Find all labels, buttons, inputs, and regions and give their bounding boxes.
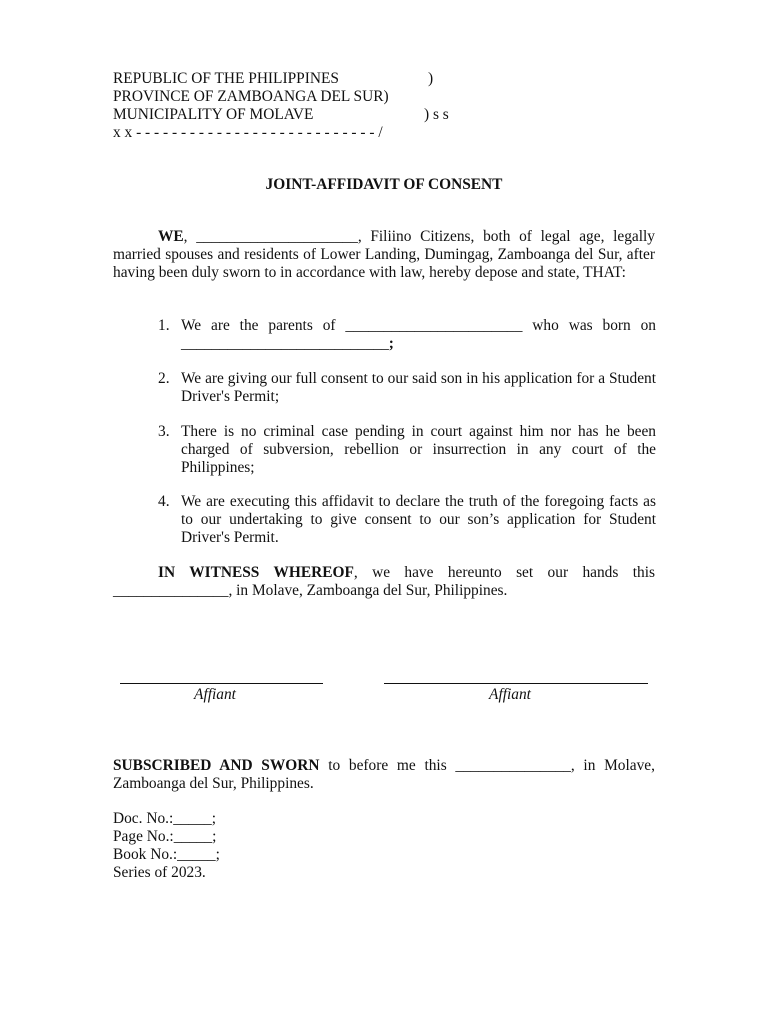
item-text: We are executing this affidavit to declare the truth of the foregoing facts as to our undertaking to give consent to our son’s application for Student Driver's Permit. [181,493,656,546]
affiant-signature-line-right [384,683,648,684]
witness-heading: IN WITNESS WHEREOF [158,564,354,581]
document-title: JOINT-AFFIDAVIT OF CONSENT [265,176,503,193]
header-republic: REPUBLIC OF THE PHILIPPINES [113,70,339,87]
page-number: Page No.:_____; [113,828,217,845]
witness-date-blank: _______________ [113,582,229,599]
doc-number: Doc. No.:_____; [113,810,217,827]
witness-paragraph: IN WITNESS WHEREOF, we have hereunto set our hands this _______________, in Molave, Zamboanga del Sur, Philippines. [113,564,655,599]
header-divider: x x - - - - - - - - - - - - - - - - - - - - - - - - - - - / [113,124,383,141]
list-item [158,493,656,547]
intro-we: WE [158,228,184,245]
header-province: PROVINCE OF ZAMBOANGA DEL SUR) [113,88,389,105]
item-text: We are the parents of _______________________ who was born on ___________________________; [181,317,657,352]
item-number: 2. [158,370,170,387]
header-paren-1: ) [428,70,434,87]
header-ss: ) s s [424,106,449,123]
header-municipality: MUNICIPALITY OF MOLAVE [113,106,314,123]
intro-paragraph: WE, _____________________, Filiino Citizens, both of legal age, legally married spouses and residents of Lower Landing, Dumingag, Zamboanga del Sur, after having been duly sworn to in accordance with law, hereby depose and state, THAT: [113,228,655,281]
list-item [158,370,656,406]
book-number: Book No.:_____; [113,846,220,863]
affiant-label-right: Affiant [489,686,531,703]
child-name-blank: _______________________ [345,317,523,334]
affiant-signature-line-left [120,683,323,684]
affiant-label-left: Affiant [194,686,236,703]
item-number: 1. [158,317,170,334]
jurat-heading: SUBSCRIBED AND SWORN [113,757,320,774]
jurat-date-blank: _______________ [455,757,571,774]
item-number: 4. [158,493,170,510]
list-item [158,317,656,353]
jurat-paragraph: SUBSCRIBED AND SWORN to before me this _______________, in Molave, Zamboanga del Sur, Philippines. [113,757,655,792]
item-text: There is no criminal case pending in court against him nor has he been charged of subversion, rebellion or insurrection in any court of the Philippines; [181,423,656,476]
birth-date-blank: ___________________________ [181,335,389,352]
item-text: We are giving our full consent to our said son in his application for a Student Driver's Permit; [181,370,656,405]
intro-names-blank: _____________________ [196,228,358,245]
item-number: 3. [158,423,170,440]
list-item [158,423,656,477]
series-year: Series of 2023. [113,864,206,881]
